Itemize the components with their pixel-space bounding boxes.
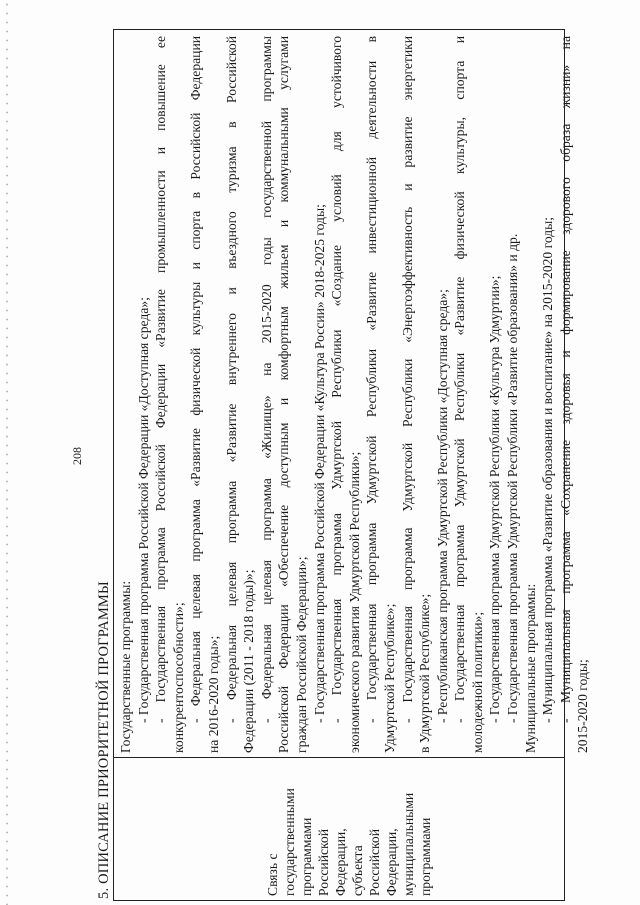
content-line: в Удмуртской Республике»; xyxy=(417,593,433,753)
row-label-line: государственными xyxy=(282,788,297,896)
row-label-line: Связь с xyxy=(265,853,280,896)
content-line: - Государственная программа Удмуртской Республики «Энергоэффективность и развитие энергетики xyxy=(399,36,415,723)
content-line: граждан Российской Федерации»; xyxy=(293,556,309,753)
content-line: 2015-2020 годы; xyxy=(575,659,591,753)
row-label-line: Российской xyxy=(367,829,382,896)
row-label-line: муниципальными xyxy=(401,792,416,896)
content-line: - Федеральная целевая программа «Развитие физической культуры и спорта в Российской Федерации xyxy=(188,36,204,723)
content-line: молодежной политики»; xyxy=(469,611,485,753)
row-label-line: программами xyxy=(299,817,314,896)
row-label-cell xyxy=(114,757,564,900)
content-line: - Республиканская программа Удмуртской Республики «Доступная среда»; xyxy=(434,289,450,723)
content-line: - Государственная программа Российской Федерации «Культура России» 2018-2025 годы; xyxy=(311,204,327,723)
content-line: - Государственная программа Удмуртской Республики «Развитие физической культуры, спорта и xyxy=(452,36,468,723)
content-line: Федерации (2011 - 2018 годы)»; xyxy=(241,569,257,753)
content-line: экономического развития Удмуртской Республики»; xyxy=(346,451,362,753)
content-line: - Федеральная целевая программа «Развитие внутреннего и въездного туризма в Российской xyxy=(223,36,239,723)
content-line: - Государственная программа Российской Федерации «Развитие промышленности и повышение ее xyxy=(153,36,169,723)
row-content-cell xyxy=(114,30,591,757)
program-table xyxy=(113,29,591,901)
content-line: - Государственная программа Российской Федерации «Доступная среда»; xyxy=(135,297,151,723)
content-line: - Государственная программа Удмуртской Республики «Развитие образования» и др. xyxy=(505,233,521,723)
content-line: на 2016-2020 годы»; xyxy=(205,635,221,753)
section-title: 5. ОПИСАНИЕ ПРИОРИТЕТНОЙ ПРОГРАММЫ xyxy=(96,581,112,899)
content-line: - Государственная программа Удмуртской Республики «Культура Удмуртии»; xyxy=(487,275,503,723)
content-line: - Государственная программа Удмуртской Республики «Создание условий для устойчивого xyxy=(329,36,345,723)
content-line: Российской Федерации «Обеспечение доступным и комфортным жильем и коммунальными услугами xyxy=(276,36,292,753)
content-line: Муниципальные программы: xyxy=(522,583,538,753)
content-line: Удмуртской Республике»; xyxy=(381,603,397,753)
row-label-line: Российской xyxy=(316,829,331,896)
content-line: - Муниципальная программа «Сохранение здоровья и формирование здорового образа жизни» на xyxy=(557,36,573,723)
content-line: Государственные программы: xyxy=(118,580,133,753)
row-label-line: Федерации, xyxy=(333,828,348,896)
row-label-line: Федерации, xyxy=(384,828,399,896)
row-label-line: программами xyxy=(418,817,433,896)
content-line: - Государственная программа Удмуртской Республики «Развитие инвестиционной деятельности в xyxy=(364,36,380,723)
content-line: конкурентоспособности»; xyxy=(170,602,186,753)
content-line: - Муниципальная программа «Развитие образования и воспитание» на 2015-2020 годы; xyxy=(540,216,556,723)
content-line: - Федеральная целевая программа «Жилище» на 2015-2020 годы государственной программы xyxy=(258,36,274,723)
row-label-line: субъекта xyxy=(350,845,365,896)
page-number: 208 xyxy=(70,447,84,465)
